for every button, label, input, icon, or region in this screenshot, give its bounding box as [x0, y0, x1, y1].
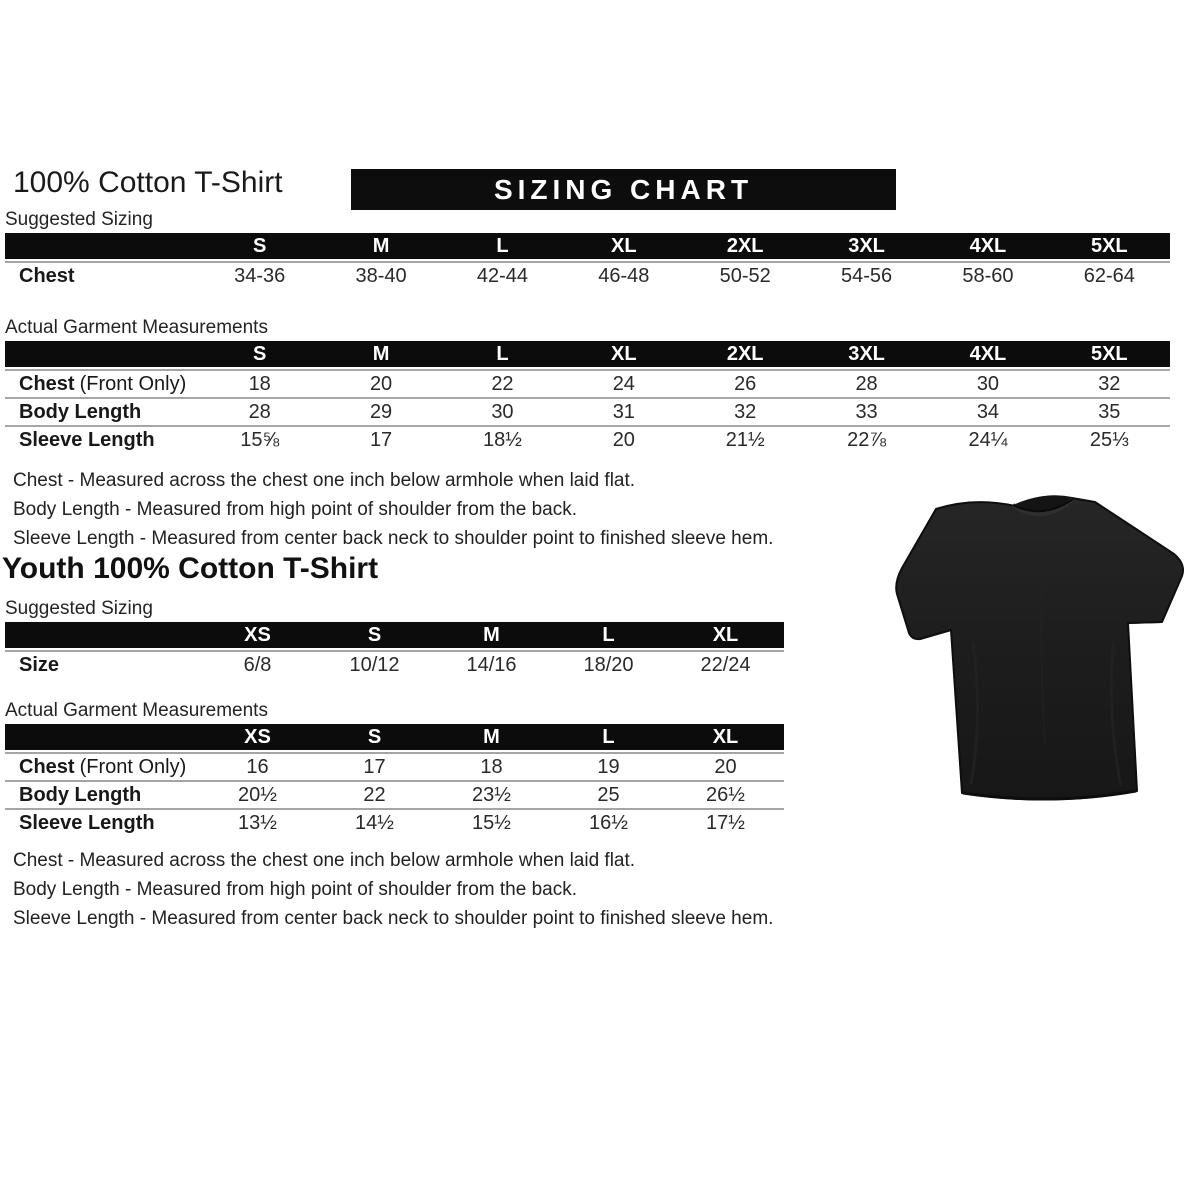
header-spacer — [5, 233, 199, 259]
table-row-sleeve-length — [5, 808, 784, 836]
table-cell: 28 — [855, 373, 878, 395]
column-header: XL — [611, 343, 637, 365]
table-cell: 22 — [363, 784, 386, 806]
column-header: XS — [244, 726, 271, 748]
column-header: 4XL — [969, 235, 1007, 257]
table-cell: 34 — [976, 401, 1000, 423]
row-label: Sleeve Length — [19, 812, 155, 834]
row-label: Sleeve Length — [19, 429, 155, 451]
column-header: 2XL — [726, 235, 764, 257]
table-row-body-length — [5, 397, 1170, 425]
column-header: XS — [244, 624, 271, 646]
table-cell: 18½ — [482, 429, 522, 451]
row-label-cell — [5, 399, 199, 425]
adult-suggested-header-row — [5, 233, 1170, 259]
table-cell: 32 — [734, 401, 757, 423]
column-header: 5XL — [1090, 343, 1128, 365]
youth-suggested-section-label: Suggested Sizing — [5, 598, 153, 619]
page-title: 100% Cotton T-Shirt — [13, 166, 283, 199]
row-label-cell — [5, 810, 199, 836]
table-cell: 21½ — [725, 429, 765, 451]
row-label-cell — [5, 371, 199, 397]
adult-actual-table — [5, 341, 1170, 453]
table-cell: 14/16 — [466, 654, 517, 676]
youth-section-title: Youth 100% Cotton T-Shirt — [2, 552, 379, 585]
header-spacer — [5, 341, 199, 367]
row-label-cell — [5, 652, 199, 678]
row-label: Chest — [19, 373, 75, 395]
table-cell: 23½ — [472, 784, 511, 806]
table-row-size — [5, 650, 784, 678]
table-cell: 54-56 — [840, 265, 893, 287]
note-body-length: Body Length - Measured from high point of shoulder from the back. — [13, 879, 577, 900]
table-cell: 16½ — [589, 812, 628, 834]
table-cell: 16 — [246, 756, 269, 778]
table-cell: 20½ — [238, 784, 277, 806]
table-cell: 32 — [1098, 373, 1121, 395]
note-body-length: Body Length - Measured from high point of shoulder from the back. — [13, 499, 577, 520]
column-header: M — [372, 235, 390, 257]
column-header: M — [483, 624, 500, 646]
black-tshirt-photo — [893, 494, 1200, 806]
table-cell: 42-44 — [476, 265, 529, 287]
table-cell: 28 — [248, 401, 271, 423]
table-cell: 29 — [369, 401, 393, 423]
row-label-cell — [5, 263, 199, 289]
column-header: XL — [712, 624, 739, 646]
table-cell: 31 — [612, 401, 635, 423]
table-cell: 17 — [369, 429, 393, 451]
column-header: XL — [712, 726, 739, 748]
table-cell: 20 — [612, 429, 635, 451]
table-cell: 18 — [480, 756, 503, 778]
youth-suggested-table — [5, 622, 784, 678]
table-cell: 26 — [734, 373, 757, 395]
table-cell: 58-60 — [962, 265, 1014, 287]
column-header: 2XL — [726, 343, 764, 365]
row-label-cell — [5, 754, 199, 780]
table-cell: 18/20 — [583, 654, 634, 676]
column-header: L — [602, 624, 615, 646]
table-cell: 10/12 — [349, 654, 400, 676]
row-label-note: (Front Only) — [79, 373, 187, 395]
table-cell: 22 — [491, 373, 514, 395]
row-label: Body Length — [19, 784, 142, 806]
table-cell: 14½ — [355, 812, 394, 834]
sizing-chart-banner: SIZING CHART — [351, 169, 896, 210]
table-cell: 46-48 — [598, 265, 650, 287]
youth-measurement-notes — [13, 846, 773, 933]
youth-actual-header-row — [5, 724, 784, 750]
youth-actual-table — [5, 724, 784, 836]
table-cell: 22⅞ — [847, 429, 887, 451]
column-header: 5XL — [1090, 235, 1128, 257]
table-cell: 19 — [597, 756, 620, 778]
note-chest: Chest - Measured across the chest one inch below armhole when laid flat. — [13, 470, 636, 491]
table-cell: 35 — [1098, 401, 1121, 423]
column-header: S — [367, 624, 382, 646]
adult-measurement-notes — [13, 466, 773, 553]
table-cell: 62-64 — [1083, 265, 1135, 287]
table-cell: 33 — [855, 401, 878, 423]
youth-actual-section-label: Actual Garment Measurements — [5, 700, 268, 721]
note-chest: Chest - Measured across the chest one inch below armhole when laid flat. — [13, 850, 636, 871]
adult-suggested-table — [5, 233, 1170, 289]
table-cell: 6/8 — [243, 654, 272, 676]
youth-suggested-header-row — [5, 622, 784, 648]
table-cell: 30 — [976, 373, 1000, 395]
adult-actual-header-row — [5, 341, 1170, 367]
table-cell: 38-40 — [355, 265, 407, 287]
table-row-chest — [5, 261, 1170, 289]
table-row-chest — [5, 752, 784, 780]
row-label: Size — [19, 654, 60, 676]
row-label: Body Length — [19, 401, 142, 423]
table-cell: 50-52 — [719, 265, 771, 287]
column-header: S — [253, 235, 267, 257]
row-label: Chest — [19, 756, 75, 778]
row-label-cell — [5, 427, 199, 453]
table-cell: 30 — [491, 401, 514, 423]
table-cell: 13½ — [238, 812, 277, 834]
table-cell: 17½ — [706, 812, 745, 834]
table-cell: 24¼ — [968, 429, 1008, 451]
column-header: M — [372, 343, 390, 365]
column-header: S — [367, 726, 382, 748]
column-header: XL — [611, 235, 637, 257]
table-cell: 20 — [714, 756, 737, 778]
adult-suggested-section-label: Suggested Sizing — [5, 209, 153, 230]
table-cell: 25⅓ — [1089, 429, 1129, 451]
note-sleeve-length: Sleeve Length - Measured from center back neck to shoulder point to finished sleeve hem. — [13, 528, 774, 549]
table-cell: 17 — [363, 756, 386, 778]
table-cell: 22/24 — [700, 654, 751, 676]
adult-actual-section-label: Actual Garment Measurements — [5, 317, 268, 338]
table-cell: 34-36 — [234, 265, 286, 287]
table-cell: 15½ — [472, 812, 511, 834]
row-label-cell — [5, 782, 199, 808]
table-cell: 18 — [248, 373, 271, 395]
table-cell: 15⅝ — [240, 429, 280, 451]
note-sleeve-length: Sleeve Length - Measured from center back neck to shoulder point to finished sleeve hem. — [13, 908, 774, 929]
header-spacer — [5, 724, 199, 750]
table-cell: 25 — [597, 784, 620, 806]
column-header: M — [483, 726, 500, 748]
table-row-chest — [5, 369, 1170, 397]
column-header: S — [253, 343, 267, 365]
column-header: L — [602, 726, 615, 748]
row-label-note: (Front Only) — [79, 756, 187, 778]
column-header: 3XL — [848, 235, 885, 257]
column-header: 4XL — [969, 343, 1007, 365]
table-row-body-length — [5, 780, 784, 808]
table-row-sleeve-length — [5, 425, 1170, 453]
table-cell: 20 — [369, 373, 393, 395]
column-header: 3XL — [848, 343, 885, 365]
row-label: Chest — [19, 265, 75, 287]
table-cell: 26½ — [706, 784, 745, 806]
tshirt-illustration — [893, 494, 1200, 806]
table-cell: 24 — [612, 373, 635, 395]
column-header: L — [496, 343, 509, 365]
header-spacer — [5, 622, 199, 648]
column-header: L — [496, 235, 509, 257]
